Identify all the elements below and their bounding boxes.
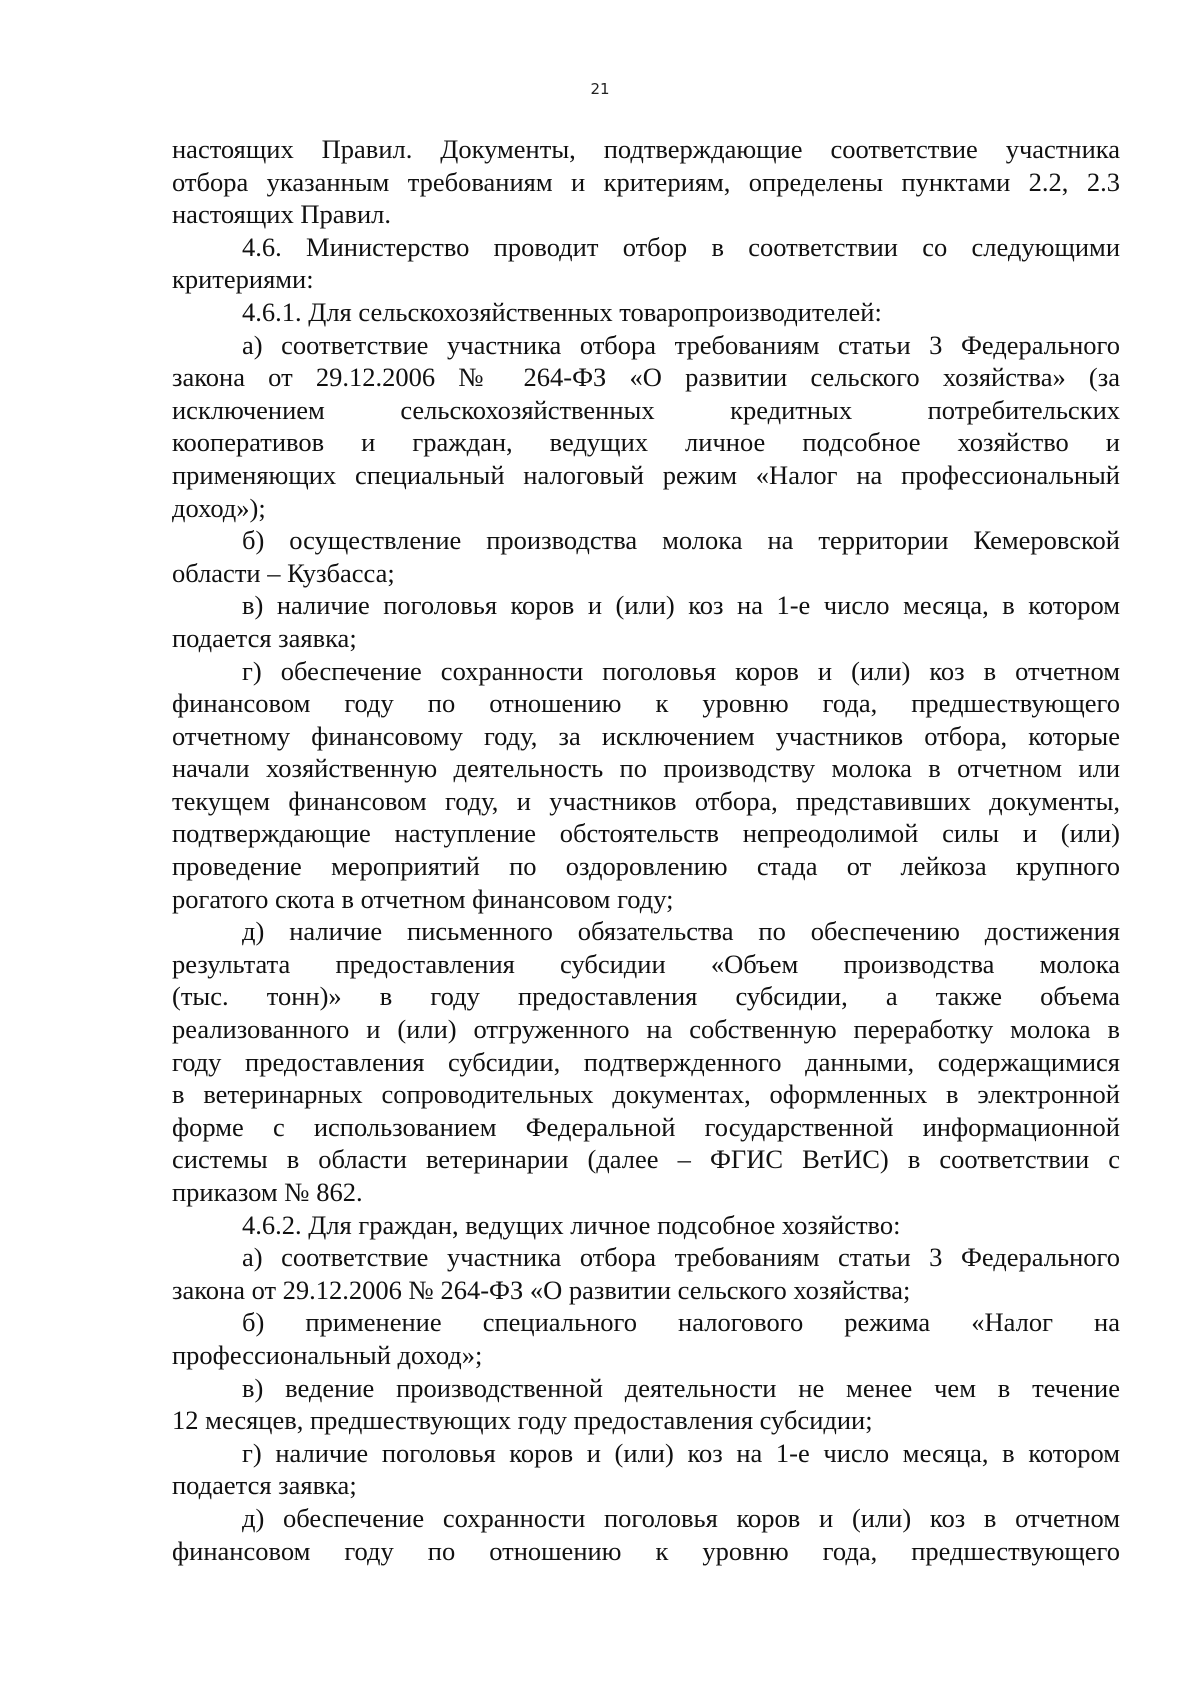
text-line: в) наличие поголовья коров и (или) коз на 1-е число месяца, в котором (242, 590, 1120, 621)
text-line: 4.6.2. Для граждан, ведущих личное подсобное хозяйство: (242, 1209, 901, 1240)
text-line: д) наличие письменного обязательства по обеспечению достижения (242, 916, 1120, 947)
text-line: настоящих Правил. (172, 199, 392, 230)
text-line: форме с использованием Федеральной государственной информационной (172, 1111, 1120, 1142)
text-line: в ветеринарных сопроводительных документах, оформленных в электронной (172, 1079, 1120, 1110)
text-line: а) соответствие участника отбора требованиям статьи 3 Федерального (242, 329, 1120, 360)
text-line: б) осуществление производства молока на территории Кемеровской (242, 525, 1120, 556)
text-line: приказом № 862. (172, 1177, 363, 1207)
text-line: настоящих Правил. Документы, подтверждающие соответствие участника (172, 134, 1120, 164)
text-line: б) применение специального налогового режима «Налог на (242, 1307, 1120, 1338)
text-line: 4.6. Министерство проводит отбор в соответствии со следующими (242, 231, 1120, 262)
document-body (172, 133, 1120, 1567)
text-line: кооперативов и граждан, ведущих личное подсобное хозяйство и (172, 427, 1120, 458)
text-line: исключением сельскохозяйственных кредитных потребительских (172, 394, 1120, 425)
text-line: доход»); (172, 492, 266, 523)
text-line: профессиональный доход»; (172, 1339, 483, 1370)
text-line: подтверждающие наступление обстоятельств непреодолимой силы и (или) (172, 818, 1120, 849)
text-line: реализованного и (или) отгруженного на собственную переработку молока в (172, 1014, 1120, 1045)
text-line: г) обеспечение сохранности поголовья коров и (или) коз в отчетном (242, 655, 1120, 686)
page-number: 21 (590, 80, 610, 98)
text-line: (тыс. тонн)» в году предоставления субсидии, а также объема (172, 981, 1120, 1012)
text-line: году предоставления субсидии, подтвержденного данными, содержащимися (172, 1046, 1120, 1077)
text-line: применяющих специальный налоговый режим «Налог на профессиональный (172, 459, 1120, 490)
text-line: а) соответствие участника отбора требованиям статьи 3 Федерального (242, 1242, 1120, 1273)
text-line: подается заявка; (172, 622, 357, 653)
text-line: текущем финансовом году, и участников отбора, представивших документы, (172, 785, 1120, 816)
text-line: критериями: (172, 264, 314, 295)
text-line: 4.6.1. Для сельскохозяйственных товаропроизводителей: (242, 296, 882, 327)
text-line: начали хозяйственную деятельность по производству молока в отчетном или (172, 753, 1120, 784)
text-line: финансовом году по отношению к уровню года, предшествующего (172, 688, 1120, 719)
text-line: отчетному финансовому году, за исключением участников отбора, которые (172, 720, 1120, 751)
text-line: закона от 29.12.2006 № 264-ФЗ «О развитии сельского хозяйства; (172, 1274, 911, 1305)
text-line: подается заявка; (172, 1470, 357, 1501)
text-line: системы в области ветеринарии (далее – ФГИС ВетИС) в соответствии с (172, 1144, 1120, 1175)
text-line: рогатого скота в отчетном финансовом году; (172, 883, 674, 914)
text-line: финансовом году по отношению к уровню года, предшествующего (172, 1535, 1120, 1566)
text-line: проведение мероприятий по оздоровлению стада от лейкоза крупного (172, 851, 1120, 882)
text-line: закона от 29.12.2006 № 264-ФЗ «О развитии сельского хозяйства» (за (172, 362, 1120, 393)
text-line: в) ведение производственной деятельности не менее чем в течение (242, 1372, 1120, 1403)
text-line: 12 месяцев, предшествующих году предоставления субсидии; (172, 1405, 873, 1436)
text-line: д) обеспечение сохранности поголовья коров и (или) коз в отчетном (242, 1502, 1120, 1533)
text-line: г) наличие поголовья коров и (или) коз на 1-е число месяца, в котором (242, 1437, 1120, 1468)
text-line: результата предоставления субсидии «Объем производства молока (172, 948, 1120, 979)
text-line: отбора указанным требованиям и критериям, определены пунктами 2.2, 2.3 (172, 166, 1120, 197)
text-line: области – Кузбасса; (172, 557, 395, 588)
